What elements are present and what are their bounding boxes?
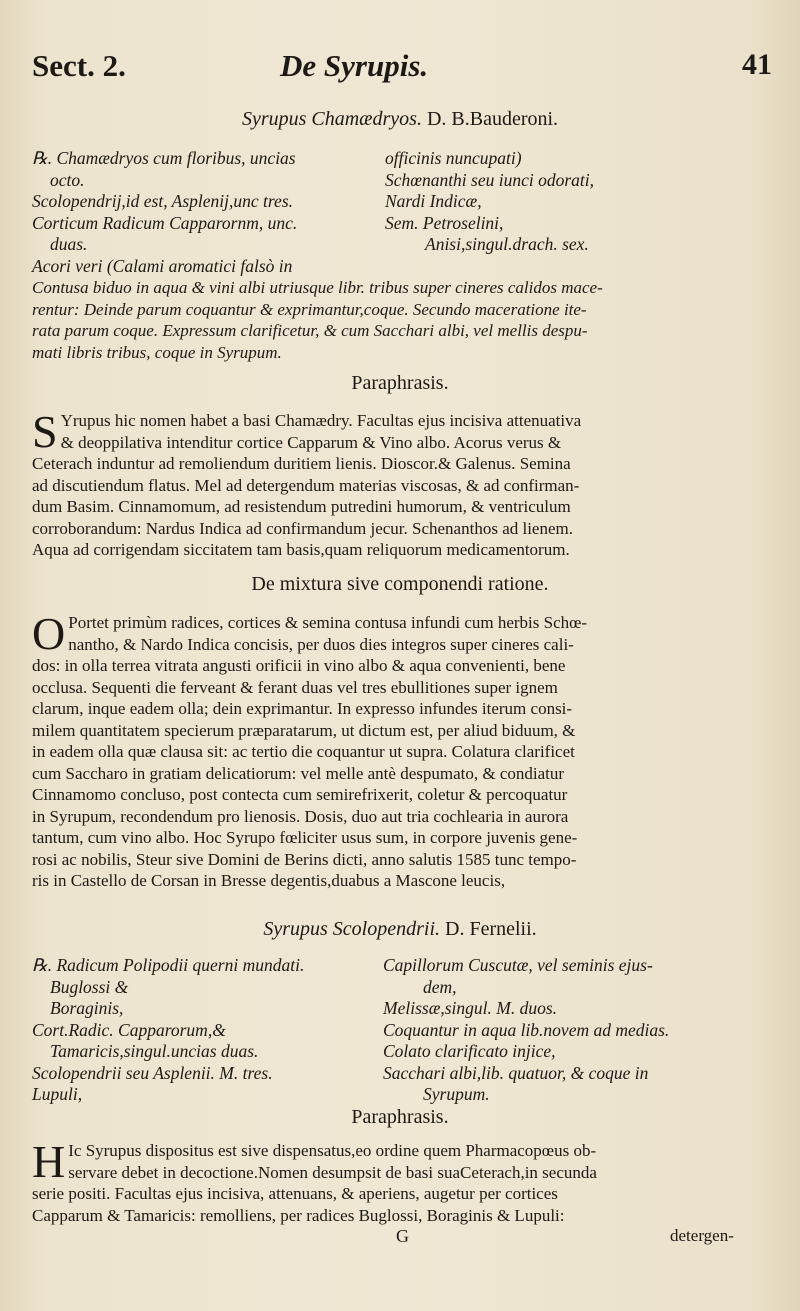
- method-line: Contusa biduo in aqua & vini albi utriusque libr. tribus super cineres calidos mace-: [32, 278, 603, 297]
- ingredient-line: Nardi Indicæ,: [385, 191, 482, 211]
- text-line: clarum, inque eadem olla; dein exprimantur. In expresso infundes iterum consi-: [32, 699, 573, 718]
- text-line: dum Basim. Cinnamomum, ad resistendum putredini humorum, & ventriculum: [32, 497, 571, 516]
- text-line: & deoppilativa intenditur cortice Capparum & Vino albo. Acorus verus &: [60, 432, 562, 452]
- ingredients-left-column: [32, 955, 362, 1106]
- ingredient-line: Capillorum Cuscutæ, vel seminis ejus-: [383, 955, 653, 975]
- ingredient-line: duas.: [50, 234, 88, 254]
- signature-mark: G: [396, 1226, 409, 1246]
- ingredient-line: Scolopendrii seu Asplenii. M. tres.: [32, 1062, 273, 1083]
- ingredient-line: Boraginis,: [50, 998, 124, 1018]
- text-line: Yrupus hic nomen habet a basi Chamædry. Facultas ejus incisiva attenuativa: [60, 411, 582, 430]
- text-line: servare debet in decoctione.Nomen desumpsit de basi suaCeterach,in secunda: [68, 1162, 597, 1182]
- ingredient-line: Sem. Petroselini,: [385, 212, 504, 233]
- catchword: detergen-: [670, 1226, 734, 1245]
- mixtura-paragraph: [32, 608, 754, 892]
- text-line: Ic Syrupus dispositus est sive dispensatus,eo ordine quem Pharmacopœus ob-: [68, 1141, 597, 1160]
- text-line: corroborandum: Nardus Indica ad confirmandum jecur. Schenanthos ad lienem.: [32, 518, 573, 538]
- ingredient-line: Buglossi &: [50, 976, 129, 997]
- ingredient-line: octo.: [50, 169, 85, 190]
- paraphrasis-paragraph: [32, 406, 754, 561]
- ingredient-line: Melissæ,singul. M. duos.: [383, 998, 558, 1018]
- ingredient-line: ℞. Radicum Polipodii querni mundati.: [32, 955, 305, 975]
- ingredient-line: Syrupum.: [423, 1084, 490, 1104]
- ingredient-line: Acori veri (Calami aromatici falsò in: [32, 255, 293, 276]
- ingredient-line: Corticum Radicum Capparornm, unc.: [32, 212, 298, 233]
- recipe-title-author: D. Fernelii.: [445, 918, 537, 940]
- ingredients-right-column: [383, 955, 773, 1106]
- page-number: 41: [742, 48, 772, 81]
- method-line: rata parum coque. Expressum clarificetur, & cum Sacchari albi, vel mellis despu-: [32, 321, 588, 340]
- text-line: dos: in olla terrea vitrata angusti orificii in vino albo & aqua convenienti, bene: [32, 656, 566, 675]
- text-line: Ceterach induntur ad remoliendum duritiem lienis. Dioscor.& Galenus. Semina: [32, 454, 571, 473]
- ingredient-line: Tamaricis,singul.uncias duas.: [50, 1041, 259, 1061]
- mixtura-heading: De mixtura sive componendi ratione.: [251, 573, 549, 595]
- method-text: [32, 277, 772, 363]
- running-title: De Syrupis.: [280, 48, 429, 83]
- recipe-title-chamaedrys: [0, 108, 800, 131]
- recipe-title-name: Syrupus Scolopendrii.: [263, 918, 440, 940]
- text-line: tantum, cum vino albo. Hoc Syrupo fœliciter usus sum, in corpore juvenis gene-: [32, 828, 578, 847]
- drop-cap: O: [32, 608, 66, 659]
- ingredient-line: Anisi,singul.drach. sex.: [425, 234, 589, 254]
- paraphrasis-heading: Paraphrasis.: [351, 1106, 449, 1128]
- text-line: Capparum & Tamaricis: remolliens, per radices Buglossi, Boraginis & Lupuli:: [32, 1205, 565, 1225]
- ingredients-right-column: [385, 148, 765, 256]
- text-line: nantho, & Nardo Indica concisis, per duos dies integros super cineres cali-: [68, 634, 574, 654]
- ingredient-line: Scolopendrij,id est, Asplenij,unc tres.: [32, 191, 294, 211]
- method-line: mati libris tribus, coque in Syrupum.: [32, 342, 282, 362]
- paraphrasis-paragraph: [32, 1136, 754, 1226]
- text-line: in Syrupum, recondendum pro lienosis. Dosis, duo aut tria cochlearia in aurora: [32, 806, 569, 826]
- running-header: [32, 48, 772, 88]
- text-line: ris in Castello de Corsan in Bresse degentis,duabus a Mascone leucis,: [32, 871, 506, 890]
- text-line: Aqua ad corrigendam siccitatem tam basis,quam reliquorum medicamentorum.: [32, 540, 570, 559]
- text-line: in eadem olla quæ clausa sit: ac tertio die coquantur ut supra. Colatura clarificet: [32, 742, 575, 761]
- ingredient-line: Coquantur in aqua lib.novem ad medias.: [383, 1019, 670, 1040]
- text-line: ad discutiendum flatus. Mel ad detergendum materias viscosas, & ad confirman-: [32, 475, 580, 495]
- ingredient-line: Cort.Radic. Capparorum,&: [32, 1019, 226, 1040]
- text-line: serie positi. Facultas ejus incisiva, attenuans, & aperiens, augetur per cortices: [32, 1184, 558, 1203]
- ingredient-line: ℞. Chamædryos cum floribus, uncias: [32, 148, 296, 168]
- recipe-title-author: D. B.Bauderoni.: [426, 108, 559, 130]
- ingredient-line: Colato clarificato injice,: [383, 1041, 556, 1061]
- recipe-title-name: Syrupus Chamædryos.: [241, 108, 422, 130]
- text-line: milem quantitatem specierum præparatarum, ut dictum est, per aliud biduum, &: [32, 720, 576, 740]
- section-label: Sect. 2.: [32, 48, 126, 83]
- text-line: rosi ac nobilis, Steur sive Domini de Berins dicti, anno salutis 1585 tunc tempo-: [32, 849, 577, 869]
- text-line: Cinnamomo concluso, post contecta cum semirefrixerit, coletur & percoquatur: [32, 785, 568, 804]
- text-line: Portet primùm radices, cortices & semina contusa infundi cum herbis Schœ-: [68, 613, 588, 632]
- ingredient-line: dem,: [423, 976, 457, 997]
- drop-cap: S: [32, 406, 58, 457]
- text-line: cum Saccharo in gratiam delicatiorum: vel melle antè despumato, & condiatur: [32, 763, 565, 783]
- drop-cap: H: [32, 1136, 66, 1187]
- ingredient-line: Lupuli,: [32, 1084, 83, 1104]
- ingredient-line: Schœnanthi seu iunci odorati,: [385, 169, 595, 190]
- text-line: occlusa. Sequenti die ferveant & ferant duas vel tres ebullitiones super ignem: [32, 677, 558, 697]
- paraphrasis-heading: Paraphrasis.: [351, 372, 449, 394]
- recipe-title-scolopendrii: [0, 918, 800, 941]
- ingredient-line: officinis nuncupati): [385, 148, 522, 168]
- ingredient-line: Sacchari albi,lib. quatuor, & coque in: [383, 1062, 649, 1083]
- ingredients-left-column: [32, 148, 362, 277]
- method-line: rentur: Deinde parum coquantur & exprimantur,coque. Secundo maceratione ite-: [32, 299, 587, 319]
